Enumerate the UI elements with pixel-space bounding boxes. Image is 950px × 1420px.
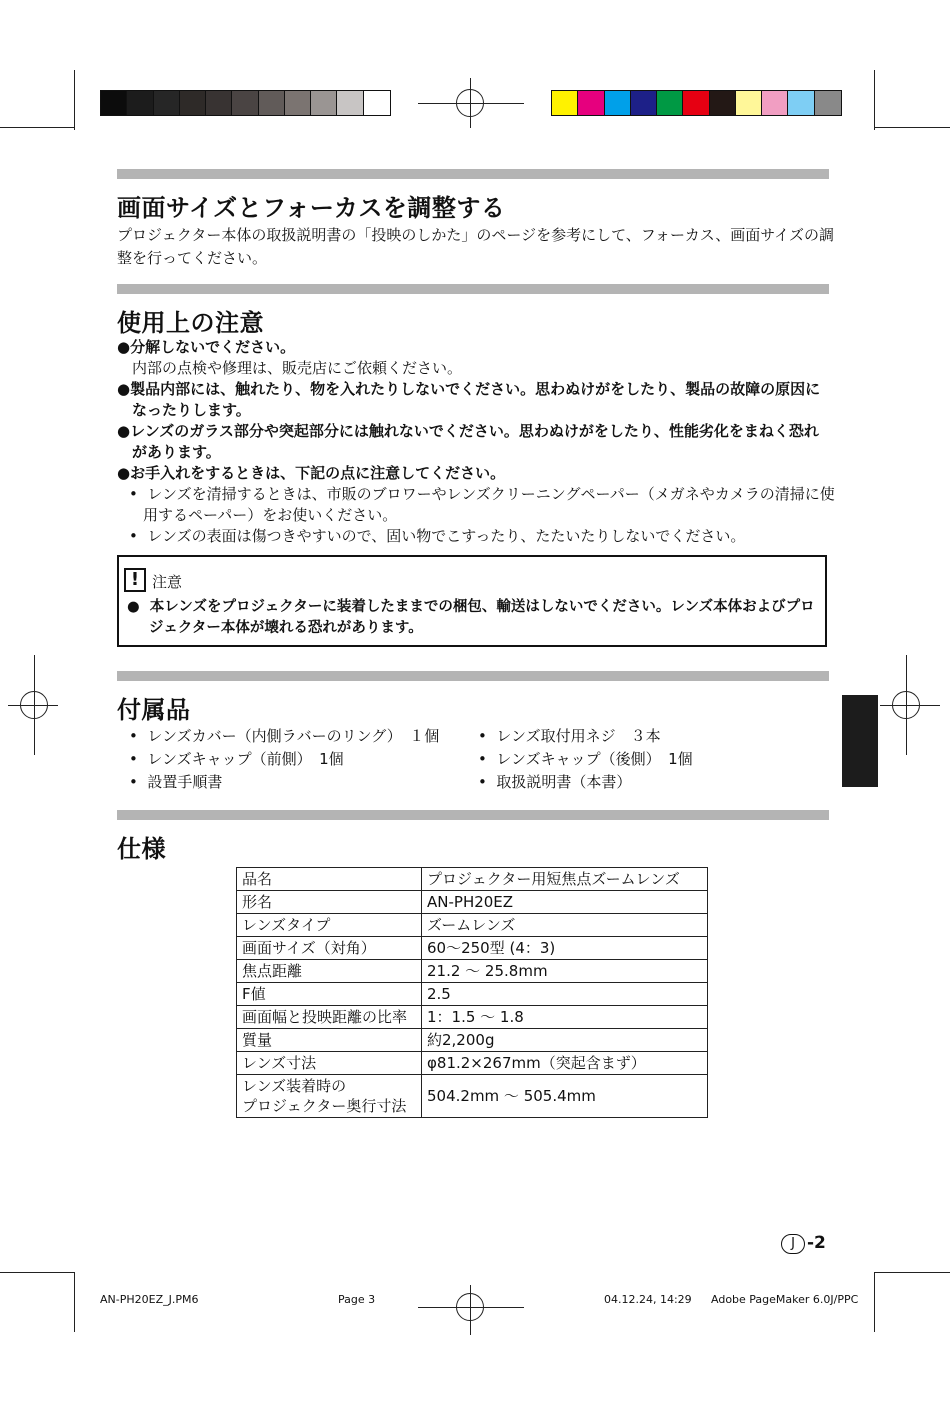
- gray-swatch: [259, 91, 285, 115]
- care-sub-item: • レンズを清掃するときは、市販のブロワーやレンズクリーニングペーパー（メガネやカメラの清掃に使: [129, 485, 835, 503]
- footer-page: Page 3: [338, 1293, 376, 1306]
- accessory-item-text: レンズカバー（内側ラバーのリング） １個: [147, 727, 440, 745]
- spec-value: φ81.2×267mm（突起含まず）: [422, 1052, 708, 1075]
- footer-date: 04.12.24, 14:29: [604, 1293, 692, 1306]
- adjust-body-line: 整を行ってください。: [117, 249, 268, 267]
- section-heading-precautions: 使用上の注意: [117, 309, 264, 337]
- process-swatch: [578, 91, 604, 115]
- caution-text-line2: ジェクター本体が壊れる恐れがあります。: [149, 620, 423, 636]
- accessory-item: • レンズキャップ（後側） 1個: [478, 750, 693, 768]
- process-swatch: [815, 91, 841, 115]
- adjust-body: [117, 224, 835, 270]
- spec-row: [237, 891, 708, 914]
- gray-swatch: [154, 91, 180, 115]
- accessory-item-text: レンズ取付用ネジ ３本: [496, 727, 661, 745]
- page-number-suffix: -2: [807, 1233, 826, 1253]
- caution-text-line: ● 本レンズをプロジェクターに装着したままでの梱包、輸送はしないでください。レンズ本体およびプロ: [127, 599, 815, 615]
- accessory-item: • レンズ取付用ネジ ３本: [478, 727, 661, 745]
- process-swatch: [605, 91, 631, 115]
- gray-swatch: [101, 91, 127, 115]
- precaution-item: ●お手入れをするときは、下記の点に注意してください。: [117, 464, 506, 482]
- spec-value: ズームレンズ: [422, 914, 708, 937]
- spec-row: [237, 1075, 708, 1118]
- grayscale-color-bar: [100, 90, 391, 116]
- gray-swatch: [311, 91, 337, 115]
- section-heading-specifications: 仕様: [117, 835, 166, 863]
- caution-box: [117, 555, 827, 647]
- spec-key: [237, 1075, 422, 1118]
- footer-application: Adobe PageMaker 6.0J/PPC: [711, 1293, 859, 1306]
- accessory-item-text: レンズキャップ（前側） 1個: [147, 750, 344, 768]
- accessory-item-text: 設置手順書: [147, 773, 223, 791]
- spec-value: 21.2 〜 25.8mm: [422, 960, 708, 983]
- precaution-item: ●製品内部には、触れたり、物を入れたりしないでください。思わぬけがをしたり、製品の故障の原因に: [117, 380, 821, 398]
- accessory-item: • 取扱説明書（本書）: [478, 773, 632, 791]
- spec-row: [237, 1029, 708, 1052]
- caution-text-line1: 本レンズをプロジェクターに装着したままでの梱包、輸送はしないでください。レンズ本体およびプロ: [149, 599, 815, 615]
- spec-row: [237, 1052, 708, 1075]
- section-rule: [117, 284, 829, 294]
- precaution-detail: 内部の点検や修理は、販売店にご依頼ください。: [132, 359, 463, 377]
- spec-value: プロジェクター用短焦点ズームレンズ: [422, 868, 708, 891]
- spec-key-line: プロジェクター奥行寸法: [242, 1097, 407, 1115]
- precautions-list: [117, 337, 835, 547]
- spec-value: AN-PH20EZ: [422, 891, 708, 914]
- spec-row: [237, 960, 708, 983]
- spec-value: 約2,200g: [422, 1029, 708, 1052]
- process-swatch: [631, 91, 657, 115]
- gray-swatch: [285, 91, 311, 115]
- gray-swatch: [364, 91, 390, 115]
- spec-value: 1：1.5 〜 1.8: [422, 1006, 708, 1029]
- spec-key: 画面幅と投映距離の比率: [237, 1006, 422, 1029]
- process-color-bar: [551, 90, 842, 116]
- page-number: [781, 1233, 826, 1254]
- section-heading-accessories: 付属品: [117, 696, 191, 724]
- precaution-item-cont: があります。: [132, 443, 221, 461]
- section-heading-adjust: 画面サイズとフォーカスを調整する: [117, 194, 506, 222]
- spec-key: レンズタイプ: [237, 914, 422, 937]
- spec-key: 画面サイズ（対角）: [237, 937, 422, 960]
- process-swatch: [657, 91, 683, 115]
- spec-key: 焦点距離: [237, 960, 422, 983]
- specifications-table: [236, 867, 708, 1118]
- section-index-tab: [842, 695, 878, 787]
- caution-label: 注意: [152, 573, 183, 591]
- care-sub-item-text: レンズを清掃するときは、市販のブロワーやレンズクリーニングペーパー（メガネやカメラの清掃に使: [147, 485, 835, 503]
- spec-row: [237, 937, 708, 960]
- accessory-item-text: 取扱説明書（本書）: [496, 773, 632, 791]
- adjust-body-line: プロジェクター本体の取扱説明書の「投映のしかた」のページを参考にして、フォーカス、画面サイズの調: [117, 226, 835, 244]
- accessory-item-text: レンズキャップ（後側） 1個: [496, 750, 693, 768]
- gray-swatch: [180, 91, 206, 115]
- process-swatch: [762, 91, 788, 115]
- gray-swatch: [206, 91, 232, 115]
- spec-key-line: レンズ装着時の: [242, 1077, 347, 1095]
- spec-row: [237, 914, 708, 937]
- gray-swatch: [127, 91, 153, 115]
- accessory-item: • レンズキャップ（前側） 1個: [129, 750, 344, 768]
- gray-swatch: [337, 91, 363, 115]
- spec-key: 形名: [237, 891, 422, 914]
- process-swatch: [736, 91, 762, 115]
- exclamation-icon: !: [124, 568, 146, 592]
- precaution-item: ●分解しないでください。: [117, 338, 296, 356]
- care-sub-item-cont: 用するペーパー）をお使いください。: [143, 506, 398, 524]
- spec-key: 質量: [237, 1029, 422, 1052]
- section-rule: [117, 169, 829, 179]
- gray-swatch: [232, 91, 258, 115]
- precaution-item: ●レンズのガラス部分や突起部分には触れないでください。思わぬけがをしたり、性能劣化をまねく恐れ: [117, 422, 819, 440]
- footer-filename: AN-PH20EZ_J.PM6: [100, 1293, 199, 1306]
- spec-row: [237, 1006, 708, 1029]
- care-sub-item: • レンズの表面は傷つきやすいので、固い物でこすったり、たたいたりしないでください。: [129, 527, 746, 545]
- section-rule: [117, 810, 829, 820]
- precaution-item-cont: なったりします。: [132, 401, 251, 419]
- spec-row: [237, 983, 708, 1006]
- spec-value: 2.5: [422, 983, 708, 1006]
- spec-key: レンズ寸法: [237, 1052, 422, 1075]
- process-swatch: [710, 91, 736, 115]
- caution-text: [127, 597, 815, 639]
- process-swatch: [552, 91, 578, 115]
- spec-value: 60〜250型 (4：3): [422, 937, 708, 960]
- process-swatch: [683, 91, 709, 115]
- process-swatch: [788, 91, 814, 115]
- spec-row: [237, 868, 708, 891]
- section-rule: [117, 671, 829, 681]
- spec-key: F値: [237, 983, 422, 1006]
- accessory-item: • 設置手順書: [129, 773, 223, 791]
- spec-key: 品名: [237, 868, 422, 891]
- care-sub-item-text: レンズの表面は傷つきやすいので、固い物でこすったり、たたいたりしないでください。: [147, 527, 746, 545]
- spec-value: 504.2mm 〜 505.4mm: [422, 1075, 708, 1118]
- accessory-item: • レンズカバー（内側ラバーのリング） １個: [129, 727, 440, 745]
- page-number-circle: J: [781, 1234, 805, 1254]
